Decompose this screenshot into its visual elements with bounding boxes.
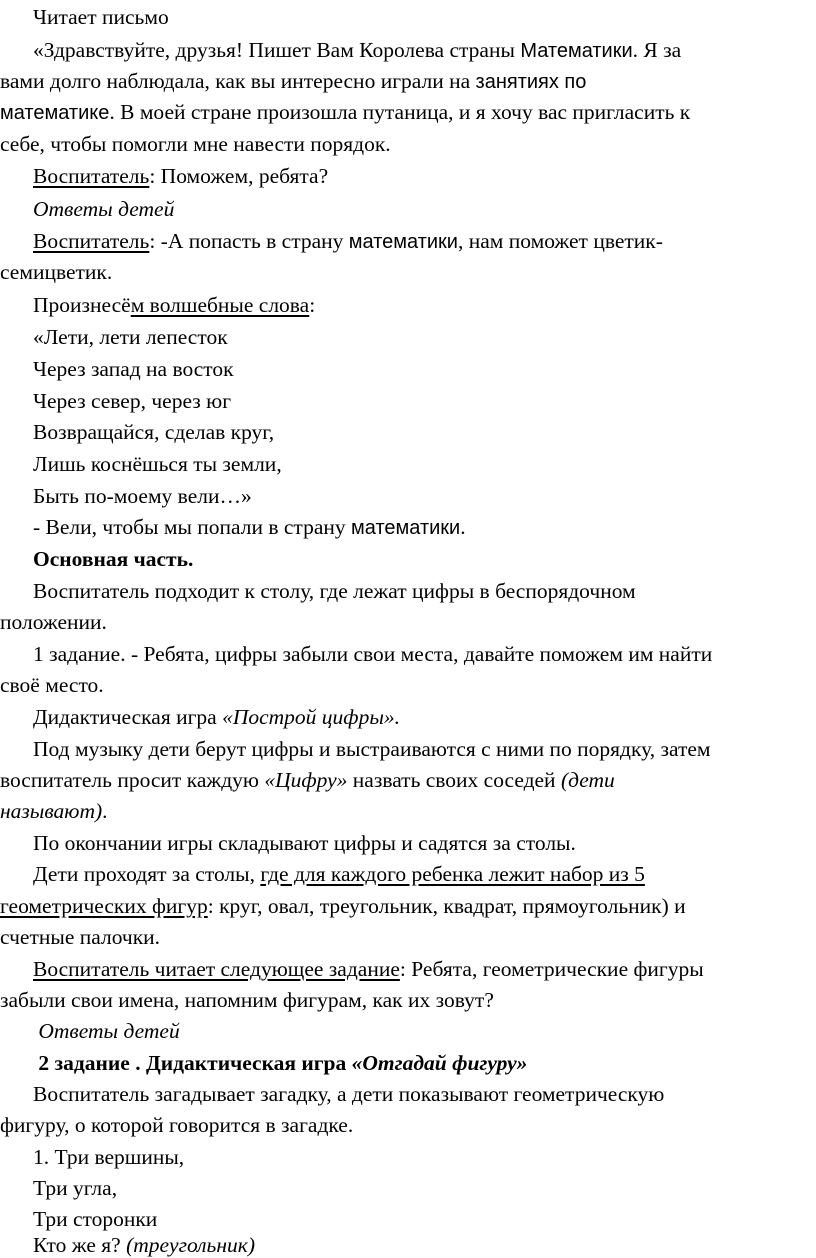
text: : круг, овал, треугольник, квадрат, прямоугольник) и (207, 894, 686, 918)
text: Ответы детей (33, 1019, 180, 1043)
text: счетные палочки. (0, 925, 161, 949)
text: Ответы детей (33, 197, 175, 221)
text: . В моей стране произошла путаница, и я хочу вас пригласить к (109, 100, 691, 124)
keyword: математики (351, 517, 461, 539)
italic-text: (дети (560, 768, 615, 792)
text: : Поможем, ребята? (149, 164, 329, 188)
paragraph-line (0, 1081, 816, 1107)
underlined-text: м волшебные слова (130, 293, 310, 317)
text: 1 задание. - Ребята, цифры забыли свои места, давайте поможем им найти (33, 642, 713, 666)
text: Возвращайся, сделав круг, (33, 420, 275, 444)
riddle-answer: (треугольник) (126, 1233, 255, 1257)
paragraph-line (0, 767, 816, 793)
italic-text: «Цифру» (264, 768, 348, 792)
text: Читает письмо (33, 5, 169, 29)
text: вами долго наблюдала, как вы интересно играли на (0, 69, 476, 93)
game-name: «Построй цифры». (222, 705, 400, 729)
text: семицветик. (0, 260, 113, 284)
task-1-line (0, 641, 816, 667)
text: : -А попасть в страну (149, 229, 349, 253)
underlined-text: геометрических фигур (0, 894, 208, 918)
speaker-label: Воспитатель (33, 229, 150, 253)
paragraph-line (0, 798, 816, 824)
task-2-title (0, 1050, 816, 1076)
text: По окончании игры складывают цифры и садятся за столы. (33, 831, 576, 855)
text: Через запад на восток (33, 357, 234, 381)
text: Основная часть. (33, 547, 194, 571)
riddle-question (0, 1232, 816, 1258)
text: 2 задание . Дидактическая игра (33, 1051, 352, 1075)
magic-words-line (0, 292, 816, 318)
keyword: занятиях по (475, 71, 587, 93)
text: Воспитатель загадывает загадку, а дети показывают геометрическую (33, 1082, 665, 1106)
speaker-label: Воспитатель (33, 164, 150, 188)
text: Кто же я? (33, 1233, 127, 1257)
text: Произнесё (33, 293, 131, 317)
paragraph-line (0, 578, 816, 604)
paragraph-line (0, 1112, 816, 1138)
text: Воспитатель подходит к столу, где лежат цифры в беспорядочном (33, 579, 636, 603)
text: : (309, 293, 316, 317)
underlined-text: Воспитатель читает следующее задание (33, 957, 400, 981)
keyword: математике (0, 102, 110, 124)
poem-line (0, 324, 816, 350)
text: Через север, через юг (33, 389, 232, 413)
text: Три угла, (33, 1176, 118, 1200)
underlined-text: где для каждого ребенка лежит набор из 5 (260, 862, 645, 886)
text: воспитатель просит каждую (0, 768, 265, 792)
riddle-line (0, 1206, 816, 1232)
text: Лишь коснёшься ты земли, (33, 452, 282, 476)
paragraph-line (0, 830, 816, 856)
keyword: математики (348, 231, 458, 253)
text: забыли свои имена, напомним фигурам, как их зовут? (0, 988, 494, 1012)
letter-line-1 (0, 37, 816, 64)
text: - Вели, чтобы мы попали в страну (33, 515, 352, 539)
text: своё место. (0, 673, 104, 697)
section-heading (0, 546, 816, 572)
poem-line (0, 451, 816, 477)
paragraph-line (0, 609, 816, 635)
text: Три сторонки (33, 1207, 158, 1231)
poem-line (0, 388, 816, 414)
letter-line-4 (0, 131, 816, 157)
poem-line (0, 356, 816, 382)
task-1-line (0, 672, 816, 698)
text: : Ребята, геометрические фигуры (399, 957, 704, 981)
text: Дети проходят за столы, (33, 862, 261, 886)
text: положении. (0, 610, 107, 634)
letter-line-2 (0, 68, 816, 95)
text: Под музыку дети берут цифры и выстраиваются с ними по порядку, затем (33, 737, 711, 761)
text: назвать своих соседей (347, 768, 561, 792)
paragraph-line (0, 736, 816, 762)
paragraph-line (0, 956, 816, 982)
reads-letter-line (0, 4, 816, 30)
text: , нам поможет цветик- (457, 229, 663, 253)
poem-line (0, 419, 816, 445)
letter-line-3 (0, 99, 816, 126)
text: . (460, 515, 466, 539)
text: себе, чтобы помогли мне навести порядок. (0, 132, 391, 156)
game-name: «Отгадай фигуру» (351, 1051, 528, 1075)
teacher-line-2 (0, 228, 816, 255)
text: 1. Три вершины, (33, 1145, 185, 1169)
text: «Здравствуйте, друзья! Пишет Вам Королева страны (33, 38, 521, 62)
text: Быть по-моему вели…» (33, 484, 252, 508)
riddle-line (0, 1175, 816, 1201)
riddle-line (0, 1144, 816, 1170)
children-answers (0, 1018, 816, 1044)
game-1-title (0, 704, 816, 730)
paragraph-line (0, 987, 816, 1013)
teacher-line-2-cont (0, 259, 816, 285)
text: . Я за (632, 38, 682, 62)
children-answers (0, 196, 816, 222)
poem-line (0, 483, 816, 509)
paragraph-line (0, 924, 816, 950)
text: Дидактическая игра (33, 705, 223, 729)
italic-text: называют) (0, 799, 103, 823)
text: «Лети, лети лепесток (33, 325, 228, 349)
keyword: Математики (520, 40, 633, 62)
paragraph-line (0, 861, 816, 887)
text: . (102, 799, 108, 823)
text: фигуру, о которой говорится в загадке. (0, 1113, 354, 1137)
lead-line (0, 514, 816, 541)
teacher-line-1 (0, 163, 816, 189)
paragraph-line (0, 893, 816, 919)
